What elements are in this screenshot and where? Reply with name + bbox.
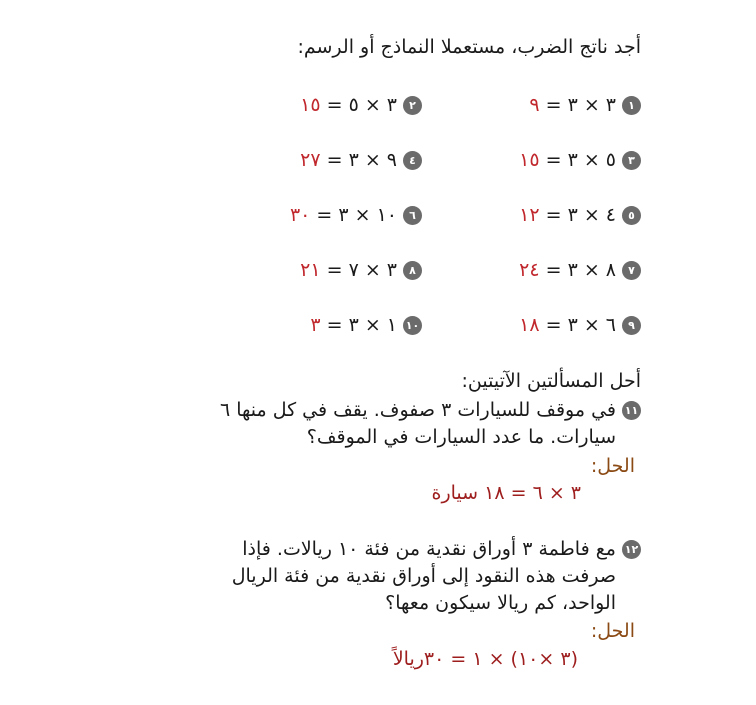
- problems-heading: أحل المسألتين الآتيتين:: [461, 370, 641, 392]
- exercise-answer: ١٥: [519, 149, 540, 171]
- exercise-1: [529, 94, 641, 116]
- word-problem-12: [232, 536, 641, 617]
- exercise-6: [290, 204, 422, 226]
- problem-line: في موقف للسيارات ٣ صفوف. يقف في كل منها ٦: [219, 399, 616, 421]
- exercise-answer: ١٥: [300, 94, 321, 116]
- exercise-answer: ٣: [310, 314, 321, 336]
- solution-answer: (٣ ×١٠) × ١ = ٣٠ريالاً: [392, 648, 578, 670]
- exercise-number-badge: ٣: [622, 151, 641, 170]
- exercise-4: [300, 149, 422, 171]
- exercise-7: [519, 259, 641, 281]
- exercise-5: [519, 204, 641, 226]
- exercise-number-badge: ٨: [403, 261, 422, 280]
- exercise-3: [519, 149, 641, 171]
- exercise-8: [300, 259, 422, 281]
- problem-number-badge: ١١: [622, 401, 641, 420]
- exercise-number-badge: ١: [622, 96, 641, 115]
- solution-label: الحل:: [590, 455, 635, 477]
- exercise-answer: ٣٠: [289, 204, 311, 226]
- exercise-number-badge: ٤: [403, 151, 422, 170]
- exercise-expression: ٦ × ٣ =: [545, 314, 616, 336]
- exercise-answer: ٢١: [300, 259, 321, 281]
- exercise-answer: ٩: [529, 94, 540, 116]
- exercise-expression: ١٠ × ٣ =: [316, 204, 397, 226]
- exercise-expression: ٩ × ٣ =: [326, 149, 397, 171]
- problem-text: [220, 397, 616, 451]
- solution-answer: ٣ × ٦ = ١٨ سيارة: [431, 482, 581, 504]
- exercise-expression: ٣ × ٥ =: [326, 94, 397, 116]
- exercise-expression: ٣ × ٧ =: [326, 259, 397, 281]
- exercise-expression: ١ × ٣ =: [326, 314, 397, 336]
- exercise-answer: ٢٧: [300, 149, 321, 171]
- exercise-number-badge: ١٠: [403, 316, 422, 335]
- exercise-10: [310, 314, 422, 336]
- exercise-expression: ٤ × ٣ =: [545, 204, 616, 226]
- problem-line: مع فاطمة ٣ أوراق نقدية من فئة ١٠ ريالات. فإذا: [242, 538, 616, 560]
- problem-number-badge: ١٢: [622, 540, 641, 559]
- instruction-text: أجد ناتج الضرب، مستعملا النماذج أو الرسم:: [297, 36, 641, 58]
- exercise-answer: ٢٤: [519, 259, 540, 281]
- problem-line: الواحد، كم ريالا سيكون معها؟: [385, 592, 616, 614]
- problem-line: سيارات. ما عدد السيارات في الموقف؟: [306, 426, 616, 448]
- problem-line: صرفت هذه النقود إلى أوراق نقدية من فئة الريال: [231, 565, 616, 587]
- exercise-number-badge: ٢: [403, 96, 422, 115]
- exercise-expression: ٣ × ٣ =: [545, 94, 616, 116]
- solution-label: الحل:: [590, 620, 635, 642]
- exercise-answer: ١٢: [519, 204, 540, 226]
- exercise-number-badge: ٥: [622, 206, 641, 225]
- problem-text: [232, 536, 616, 617]
- exercise-number-badge: ٩: [622, 316, 641, 335]
- exercise-expression: ٨ × ٣ =: [545, 259, 616, 281]
- exercise-2: [300, 94, 422, 116]
- word-problem-11: [220, 397, 641, 451]
- exercise-answer: ١٨: [519, 314, 540, 336]
- exercise-9: [519, 314, 641, 336]
- exercise-number-badge: ٦: [403, 206, 422, 225]
- exercise-number-badge: ٧: [622, 261, 641, 280]
- exercise-expression: ٥ × ٣ =: [545, 149, 616, 171]
